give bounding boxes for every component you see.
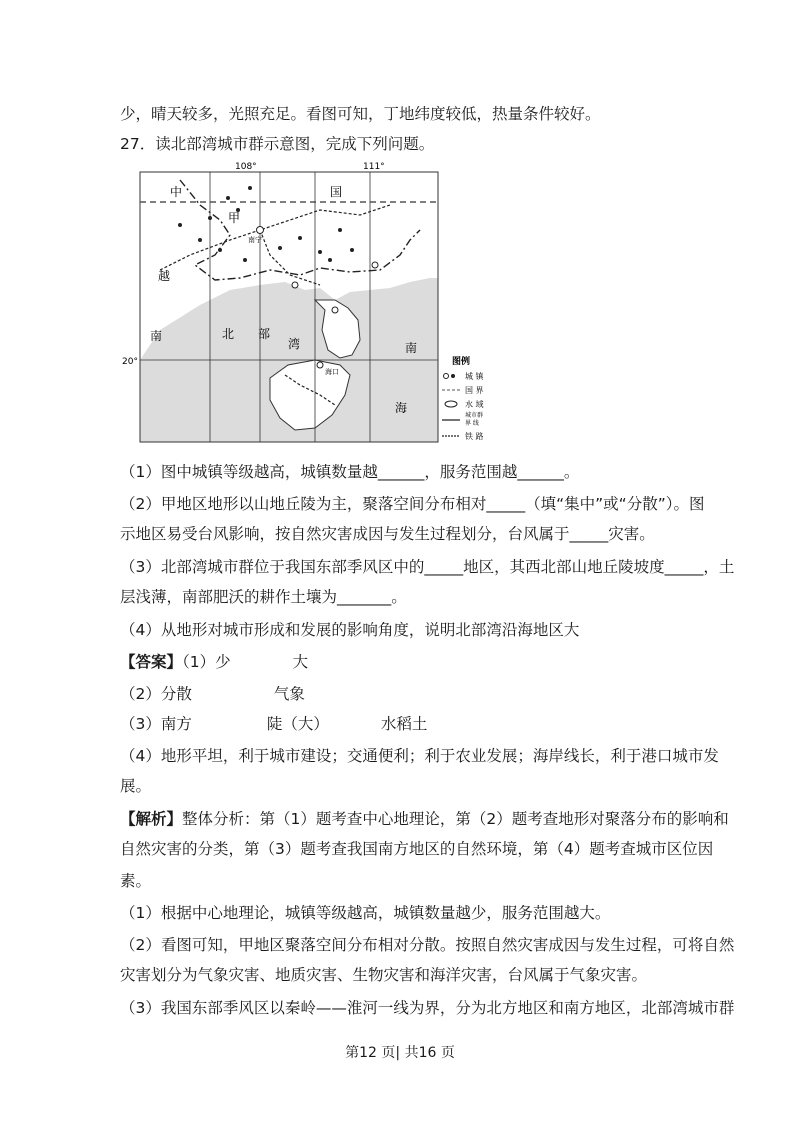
question-1: （1）图中城镇等级越高，城镇数量越______，服务范围越______。 <box>120 463 580 481</box>
label-zhong: 中 <box>170 185 183 199</box>
legend-border: 国 界 <box>465 386 484 395</box>
analysis-4: （1）根据中心地理论，城镇等级越高，城镇数量越少，服务范围越大。 <box>120 904 611 922</box>
town-markers <box>178 186 354 262</box>
analysis-1 <box>120 808 729 830</box>
label-wan: 湾 <box>288 337 301 351</box>
lat-20-label: 20° <box>122 357 138 367</box>
answer-2 <box>120 683 305 705</box>
answer-label: 【答案】 <box>120 653 183 671</box>
map-legend <box>442 355 485 441</box>
legend-rail: 铁 路 <box>465 432 484 441</box>
question-4: （4）从地形对城市形成和发展的影响角度，说明北部湾沿海地区大 <box>120 621 580 639</box>
answer-4a: （4）地形平坦，利于城市建设；交通便利；利于农业发展；海岸线长，利于港口城市发 <box>120 747 719 765</box>
page-footer: 第12 页| 共16 页 <box>345 1045 455 1061</box>
lon-111-label: 111° <box>363 162 385 172</box>
legend-city-2: 界 线 <box>465 420 479 427</box>
answer-2-b: 气象 <box>273 685 305 703</box>
lon-108-label: 108° <box>235 162 257 172</box>
answer-1-b: 大 <box>292 653 309 671</box>
answer-3-b: 陡（大） <box>266 715 329 733</box>
analysis-label: 【解析】 <box>120 810 183 828</box>
answer-2-a: （2）分散 <box>120 685 192 703</box>
label-nan: 南 <box>150 329 163 343</box>
answer-3-c: 水稻土 <box>380 715 428 733</box>
label-bei: 北 <box>222 327 235 341</box>
answer-1 <box>120 651 308 673</box>
label-haikou: 海口 <box>325 368 339 376</box>
label-south-sea-1: 南 <box>405 341 418 355</box>
beibu-gulf-map <box>120 160 520 450</box>
question-3b: 层浅薄，南部肥沃的耕作土壤为_______。 <box>120 588 407 606</box>
city-cluster-boundary <box>180 180 420 280</box>
label-south-sea-2: 海 <box>395 401 408 415</box>
question-3a: （3）北部湾城市群位于我国东部季风区中的_____地区，其西北部山地丘陵坡度_____，土 <box>120 558 735 576</box>
legend-town: 城 镇 <box>465 372 484 381</box>
label-bu: 部 <box>258 327 271 341</box>
legend-city-1: 城市群 <box>465 412 484 419</box>
label-nanning: 南宁 <box>248 236 262 244</box>
analysis-7: （3）我国东部季风区以秦岭——淮河一线为界，分为北方地区和南方地区，北部湾城市群 <box>120 999 735 1017</box>
analysis-6: 灾害划分为气象灾害、地质灾害、生物灾害和海洋灾害，台风属于气象灾害。 <box>120 966 648 984</box>
legend-title: 图例 <box>452 357 471 367</box>
label-jia: 甲 <box>228 211 241 225</box>
railway-line <box>160 205 390 270</box>
map-figure <box>120 160 520 450</box>
label-yue: 越 <box>158 269 171 283</box>
question-title: 27．读北部湾城市群示意图，完成下列问题。 <box>120 135 435 153</box>
answer-4b: 展。 <box>120 777 152 795</box>
question-2a: （2）甲地区地形以山地丘陵为主，聚落空间分布相对_____（填“集中”或“分散”）。图 <box>120 495 705 513</box>
answer-1-a: （1）少 <box>182 653 231 671</box>
answer-3-a: （3）南方 <box>120 715 192 733</box>
analysis-text-1: 整体分析：第（1）题考查中心地理论，第（2）题考查地形对聚落分布的影响和 <box>182 810 729 828</box>
analysis-3: 素。 <box>120 872 152 890</box>
legend-water: 水 域 <box>465 400 484 409</box>
analysis-2: 自然灾害的分类，第（3）题考查我国南方地区的自然环境，第（4）题考查城市区位因 <box>120 840 714 858</box>
question-2b: 示地区易受台风影响，按自然灾害成因与发生过程划分，台风属于_____灾害。 <box>120 525 655 543</box>
label-guo: 国 <box>330 185 343 199</box>
answer-3 <box>120 713 427 735</box>
analysis-5: （2）看图可知，甲地区聚落空间分布相对分散。按照自然灾害成因与发生过程，可将自然 <box>120 936 735 954</box>
text-line: 少，晴天较多，光照充足。看图可知，丁地纬度较低，热量条件较好。 <box>120 105 601 123</box>
